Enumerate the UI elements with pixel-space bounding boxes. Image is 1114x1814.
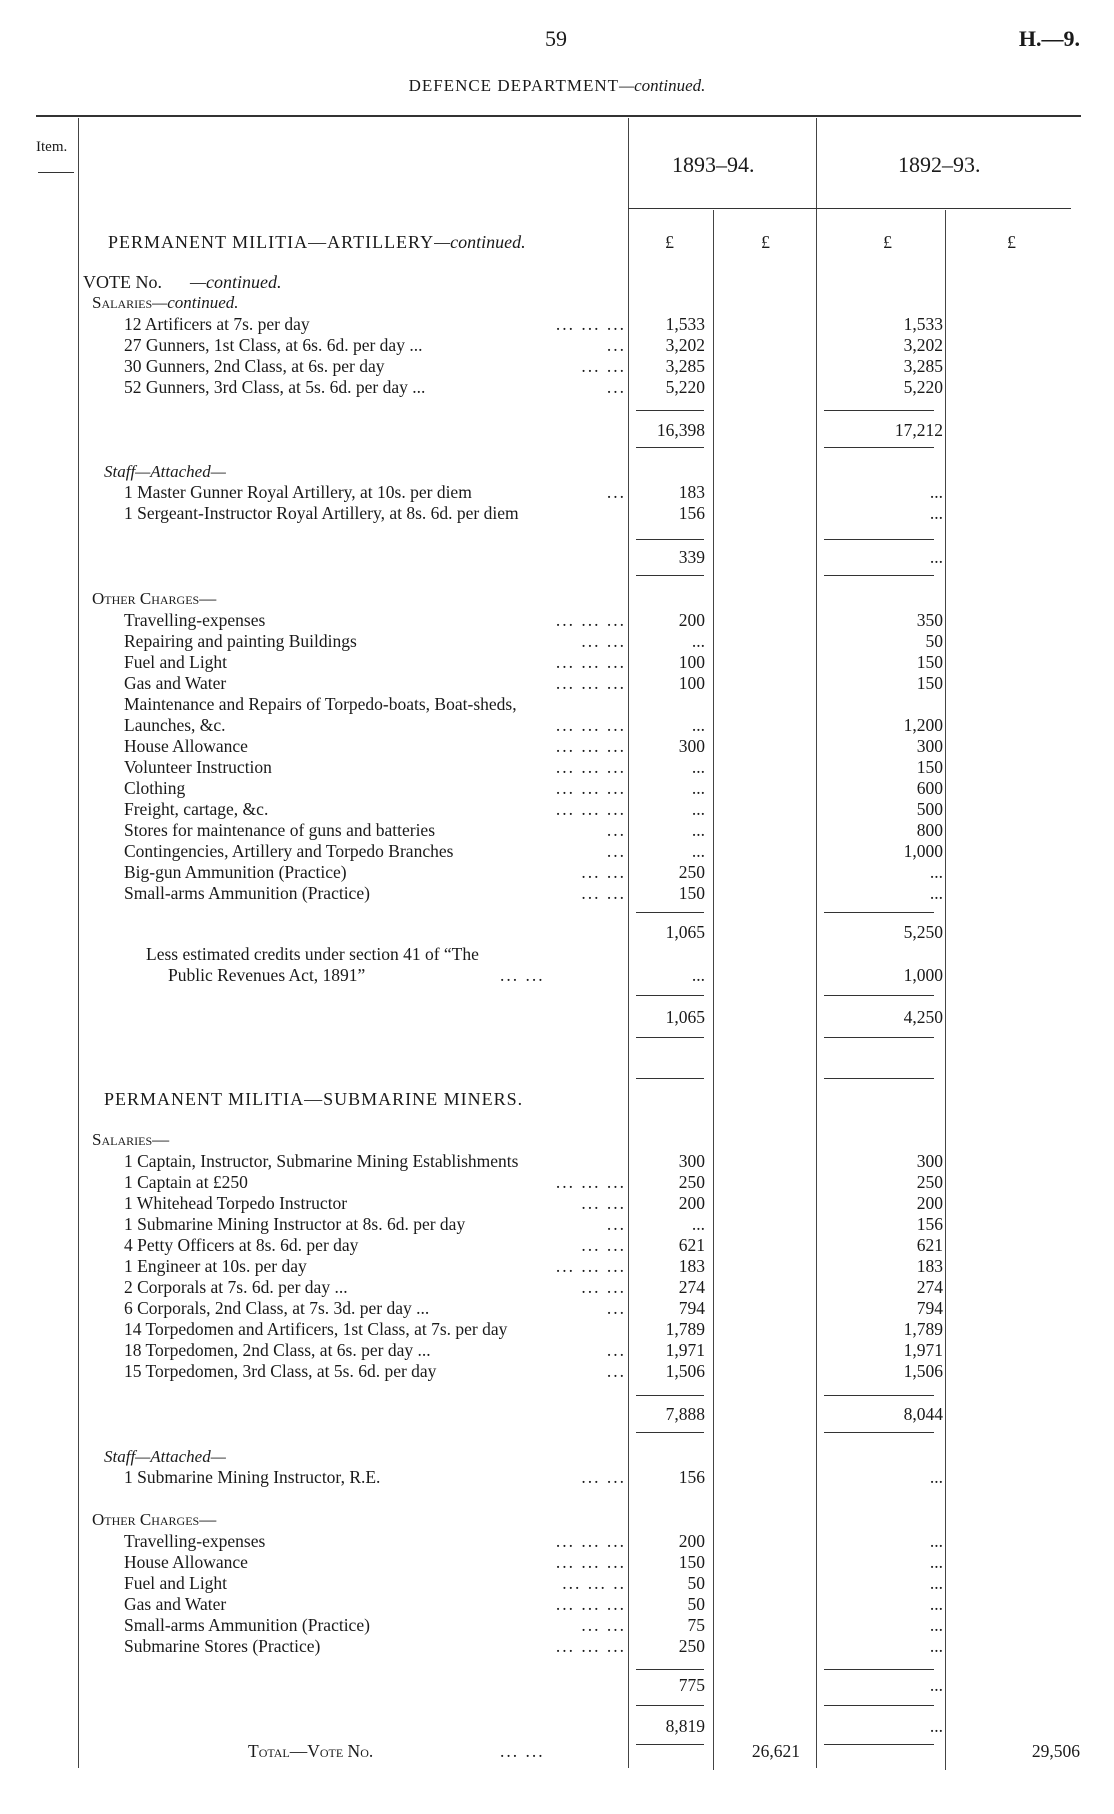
line-item-label: 15 Torpedomen, 3rd Class, at 5s. 6d. per day — [124, 1361, 437, 1381]
leader-dots: ... ... — [581, 1277, 626, 1297]
line-item-row — [0, 778, 1114, 799]
rule — [636, 1395, 704, 1396]
rule — [824, 1432, 934, 1433]
rule — [636, 575, 704, 576]
line-item-label: Big-gun Ammunition (Practice) — [124, 862, 347, 882]
line-item-label: Gas and Water — [124, 1594, 227, 1614]
line-item-row — [0, 631, 1114, 652]
value-1893-94: ... — [691, 757, 705, 777]
year-header-rule — [628, 208, 1071, 209]
line-item-label: Fuel and Light — [124, 652, 228, 672]
artillery-other-total — [0, 922, 1114, 943]
line-item-row — [0, 1172, 1114, 1193]
line-item-label: 1 Submarine Mining Instructor at 8s. 6d. per day — [124, 1214, 466, 1234]
leader-dots: ... — [606, 1298, 626, 1318]
artillery-staff-heading: Staff—Attached— — [104, 462, 226, 481]
less-value-a: ... — [691, 965, 705, 985]
value-1892-93: 250 — [916, 1172, 943, 1192]
line-item-label: 12 Artificers at 7s. per day — [124, 314, 310, 334]
page-number: 59 — [545, 26, 567, 51]
leader-dots: ... ... ... — [555, 799, 626, 819]
value-1893-94: ... — [691, 715, 705, 735]
leader-dots: ... ... — [581, 862, 626, 882]
line-item-row — [0, 1361, 1114, 1382]
total-b: ... — [929, 547, 943, 567]
line-item-label: 14 Torpedomen and Artificers, 1st Class, at 7s. per day — [124, 1319, 508, 1339]
line-item-row — [0, 715, 1114, 736]
value-1893-94: 50 — [687, 1573, 705, 1593]
total-b: 8,044 — [903, 1404, 943, 1424]
value-1893-94: 50 — [687, 1594, 705, 1614]
line-item-row — [0, 1214, 1114, 1235]
leader-dots: ... ... — [500, 1741, 545, 1761]
leader-dots: ... ... — [581, 631, 626, 651]
rule — [824, 539, 934, 540]
rule — [824, 447, 934, 448]
rule — [824, 1395, 934, 1396]
leader-dots: ... ... — [500, 965, 545, 985]
value-1893-94: ... — [691, 820, 705, 840]
leader-dots: ... — [606, 335, 626, 355]
line-item-row — [0, 1319, 1114, 1340]
vote-label: VOTE No. — [83, 272, 162, 292]
rule — [824, 995, 934, 996]
value-1893-94: 274 — [678, 1277, 705, 1297]
line-item-label: 1 Submarine Mining Instructor, R.E. — [124, 1467, 381, 1487]
value-1892-93: ... — [929, 1531, 943, 1551]
miners-salaries-heading: Salaries— — [92, 1130, 170, 1149]
line-item-label: Freight, cartage, &c. — [124, 799, 269, 819]
line-item-row — [0, 799, 1114, 820]
line-item-label: 1 Engineer at 10s. per day — [124, 1256, 307, 1276]
value-1892-93: 621 — [916, 1235, 943, 1255]
line-item-row — [0, 820, 1114, 841]
value-1892-93: ... — [929, 1615, 943, 1635]
value-1892-93: 350 — [916, 610, 943, 630]
rule — [824, 1078, 934, 1079]
artillery-heading — [108, 232, 526, 253]
line-item-row — [0, 652, 1114, 673]
line-item-label: House Allowance — [124, 736, 248, 756]
value-1893-94: 1,506 — [665, 1361, 705, 1381]
value-1892-93: 500 — [916, 799, 943, 819]
line-item-label: 1 Captain, Instructor, Submarine Mining Establishments — [124, 1151, 519, 1171]
leader-dots: ... ... — [581, 1615, 626, 1635]
line-item-row — [0, 335, 1114, 356]
leader-dots: ... — [606, 377, 626, 397]
line-item-label: Launches, &c. — [124, 715, 226, 735]
artillery-staff-total — [0, 547, 1114, 568]
vote-total-a: 26,621 — [751, 1741, 800, 1761]
leader-dots: ... ... — [581, 1193, 626, 1213]
line-item-label: 30 Gunners, 2nd Class, at 6s. per day — [124, 356, 385, 376]
line-item-label: Fuel and Light — [124, 1573, 228, 1593]
leader-dots: ... ... ... — [555, 610, 626, 630]
line-item-row — [0, 482, 1114, 503]
vote-total-row — [0, 1741, 1114, 1762]
line-item-label: Submarine Stores (Practice) — [124, 1636, 321, 1656]
leader-dots: ... — [606, 1361, 626, 1381]
page-title-suffix: —continued. — [619, 76, 706, 95]
line-item-row — [0, 1467, 1114, 1488]
value-1893-94: 156 — [678, 1467, 705, 1487]
rule — [824, 1705, 934, 1706]
value-1892-93: ... — [929, 1594, 943, 1614]
line-item-label: Maintenance and Repairs of Torpedo-boats, Boat-sheds, — [124, 694, 517, 714]
value-1893-94: 794 — [678, 1298, 705, 1318]
miners-subtotal — [0, 1716, 1114, 1737]
value-1892-93: 300 — [916, 1151, 943, 1171]
line-item-label: 18 Torpedomen, 2nd Class, at 6s. per day ... — [124, 1340, 431, 1360]
value-1893-94: 3,285 — [665, 356, 705, 376]
rule — [824, 410, 934, 411]
line-item-label: 1 Captain at £250 — [124, 1172, 248, 1192]
rule — [636, 912, 704, 913]
value-1892-93: 1,533 — [903, 314, 943, 334]
value-1893-94: 200 — [678, 1531, 705, 1551]
value-1892-93: 1,789 — [903, 1319, 943, 1339]
line-item-row — [0, 377, 1114, 398]
line-item-label: 52 Gunners, 3rd Class, at 5s. 6d. per day ... — [124, 377, 426, 397]
value-1892-93: 150 — [916, 673, 943, 693]
line-item-row — [0, 694, 1114, 715]
less-credits-line1 — [0, 944, 1114, 965]
line-item-row — [0, 1277, 1114, 1298]
value-1892-93: 3,202 — [903, 335, 943, 355]
value-1893-94: 1,971 — [665, 1340, 705, 1360]
line-item-label: 27 Gunners, 1st Class, at 6s. 6d. per day ... — [124, 335, 423, 355]
value-1892-93: 150 — [916, 652, 943, 672]
value-1892-93: 50 — [925, 631, 943, 651]
value-1893-94: 1,533 — [665, 314, 705, 334]
line-item-row — [0, 314, 1114, 335]
value-1892-93: 1,971 — [903, 1340, 943, 1360]
value-1892-93: 156 — [916, 1214, 943, 1234]
artillery-net-total — [0, 1007, 1114, 1028]
rule — [636, 995, 704, 996]
rule — [824, 575, 934, 576]
leader-dots: ... ... ... — [555, 736, 626, 756]
page-title-text: DEFENCE DEPARTMENT — [408, 76, 620, 95]
total-b: 5,250 — [903, 922, 943, 942]
value-1893-94: 100 — [678, 652, 705, 672]
leader-dots: ... ... — [581, 1467, 626, 1487]
rule — [824, 1037, 934, 1038]
value-1893-94: 150 — [678, 883, 705, 903]
value-1893-94: 250 — [678, 862, 705, 882]
total-b: 17,212 — [894, 420, 943, 440]
line-item-label: Small-arms Ammunition (Practice) — [124, 883, 370, 903]
value-1893-94: 3,202 — [665, 335, 705, 355]
line-item-label: Contingencies, Artillery and Torpedo Branches — [124, 841, 454, 861]
value-1893-94: 100 — [678, 673, 705, 693]
line-item-row — [0, 1235, 1114, 1256]
rule — [824, 1669, 934, 1670]
value-1892-93: 300 — [916, 736, 943, 756]
line-item-row — [0, 1573, 1114, 1594]
value-1892-93: 150 — [916, 757, 943, 777]
page-title — [0, 76, 1114, 96]
value-1893-94: 200 — [678, 1193, 705, 1213]
leader-dots: ... — [606, 1214, 626, 1234]
value-1892-93: ... — [929, 883, 943, 903]
currency-a1: £ — [665, 232, 674, 252]
value-1892-93: ... — [929, 1573, 943, 1593]
value-1892-93: 1,000 — [903, 841, 943, 861]
value-1893-94: ... — [691, 841, 705, 861]
value-1893-94: 183 — [678, 1256, 705, 1276]
line-item-label: 2 Corporals at 7s. 6d. per day ... — [124, 1277, 348, 1297]
value-1893-94: ... — [691, 778, 705, 798]
leader-dots: ... ... ... — [555, 715, 626, 735]
rule — [636, 1669, 704, 1670]
line-item-row — [0, 1552, 1114, 1573]
miners-staff-heading: Staff—Attached— — [104, 1447, 226, 1466]
leader-dots: ... — [606, 841, 626, 861]
rule — [636, 1432, 704, 1433]
leader-dots: ... ... .. — [562, 1573, 626, 1593]
line-item-label: Repairing and painting Buildings — [124, 631, 357, 651]
value-1892-93: ... — [929, 1636, 943, 1656]
subtotal-a: 8,819 — [665, 1716, 705, 1736]
line-item-row — [0, 757, 1114, 778]
value-1893-94: 300 — [678, 1151, 705, 1171]
line-item-row — [0, 503, 1114, 524]
value-1892-93: ... — [929, 482, 943, 502]
value-1892-93: ... — [929, 1467, 943, 1487]
artillery-heading-suffix: —continued. — [434, 232, 526, 252]
line-item-row — [0, 673, 1114, 694]
artillery-heading-text: PERMANENT MILITIA—ARTILLERY — [108, 232, 435, 252]
line-item-row — [0, 1256, 1114, 1277]
less-value-b: 1,000 — [903, 965, 943, 985]
line-item-row — [0, 356, 1114, 377]
leader-dots: ... ... ... — [555, 1172, 626, 1192]
leader-dots: ... — [606, 1340, 626, 1360]
value-1893-94: 1,789 — [665, 1319, 705, 1339]
leader-dots: ... ... ... — [555, 673, 626, 693]
leader-dots: ... ... ... — [555, 1552, 626, 1572]
miners-other-charges-heading: Other Charges— — [92, 1510, 217, 1529]
rule — [824, 912, 934, 913]
value-1893-94: 183 — [678, 482, 705, 502]
total-b: 4,250 — [903, 1007, 943, 1027]
line-item-row — [0, 1636, 1114, 1657]
value-1893-94: ... — [691, 631, 705, 651]
value-1892-93: 200 — [916, 1193, 943, 1213]
value-1892-93: ... — [929, 862, 943, 882]
leader-dots: ... ... ... — [555, 314, 626, 334]
line-item-label: 1 Whitehead Torpedo Instructor — [124, 1193, 348, 1213]
line-item-row — [0, 1615, 1114, 1636]
line-item-label: House Allowance — [124, 1552, 248, 1572]
total-a: 1,065 — [665, 1007, 705, 1027]
line-item-label: Small-arms Ammunition (Practice) — [124, 1615, 370, 1635]
miners-heading: PERMANENT MILITIA—SUBMARINE MINERS. — [104, 1089, 524, 1109]
artillery-salaries-total — [0, 420, 1114, 441]
leader-dots: ... — [606, 820, 626, 840]
value-1893-94: ... — [691, 799, 705, 819]
less-credits-text-2: Public Revenues Act, 1891” — [168, 965, 366, 985]
value-1892-93: 800 — [916, 820, 943, 840]
item-header-rule — [38, 172, 74, 173]
leader-dots: ... ... — [581, 883, 626, 903]
line-item-row — [0, 1594, 1114, 1615]
value-1893-94: 150 — [678, 1552, 705, 1572]
line-item-label: Travelling-expenses — [124, 610, 266, 630]
rule — [636, 1078, 704, 1079]
total-a: 1,065 — [665, 922, 705, 942]
line-item-row — [0, 1531, 1114, 1552]
vote-suffix: —continued. — [190, 272, 282, 292]
line-item-label: Volunteer Instruction — [124, 757, 272, 777]
leader-dots: ... ... ... — [555, 1256, 626, 1276]
leader-dots: ... — [606, 482, 626, 502]
year-1892-93-header: 1892–93. — [898, 152, 981, 177]
total-b: ... — [929, 1675, 943, 1695]
less-credits-text: Less estimated credits under section 41 of “The — [146, 944, 479, 964]
total-a: 339 — [678, 547, 705, 567]
value-1893-94: 621 — [678, 1235, 705, 1255]
line-item-row — [0, 736, 1114, 757]
value-1892-93: 1,200 — [903, 715, 943, 735]
line-item-row — [0, 1298, 1114, 1319]
line-item-row — [0, 841, 1114, 862]
line-item-label: Gas and Water — [124, 673, 227, 693]
rule — [636, 447, 704, 448]
rule — [636, 1705, 704, 1706]
line-item-row — [0, 883, 1114, 904]
miners-other-total — [0, 1675, 1114, 1696]
line-item-label: Travelling-expenses — [124, 1531, 266, 1551]
leader-dots: ... ... ... — [555, 652, 626, 672]
value-1892-93: 600 — [916, 778, 943, 798]
artillery-other-charges-heading: Other Charges— — [92, 589, 217, 608]
line-item-label: 1 Master Gunner Royal Artillery, at 10s. per diem — [124, 482, 472, 502]
line-item-row — [0, 862, 1114, 883]
leader-dots: ... ... ... — [555, 757, 626, 777]
value-1893-94: 300 — [678, 736, 705, 756]
line-item-label: 1 Sergeant-Instructor Royal Artillery, at 8s. 6d. per diem — [124, 503, 519, 523]
item-column-header: Item. — [36, 139, 68, 155]
line-item-label: 6 Corporals, 2nd Class, at 7s. 3d. per day ... — [124, 1298, 430, 1318]
line-item-label: 4 Petty Officers at 8s. 6d. per day — [124, 1235, 359, 1255]
value-1892-93: ... — [929, 1552, 943, 1572]
leader-dots: ... ... ... — [555, 1594, 626, 1614]
vote-line — [83, 272, 282, 293]
line-item-row — [0, 1340, 1114, 1361]
document-code: H.—9. — [1018, 26, 1080, 51]
leader-dots: ... ... ... — [555, 778, 626, 798]
leader-dots: ... ... — [581, 1235, 626, 1255]
value-1892-93: 274 — [916, 1277, 943, 1297]
rule — [636, 410, 704, 411]
line-item-row — [0, 1193, 1114, 1214]
table-top-rule — [36, 115, 1081, 117]
leader-dots: ... ... — [581, 356, 626, 376]
currency-b1: £ — [883, 232, 892, 252]
value-1892-93: 3,285 — [903, 356, 943, 376]
vote-total-label: Total—Vote No. — [248, 1741, 374, 1761]
vote-total-b: 29,506 — [1031, 1741, 1080, 1761]
line-item-label: Clothing — [124, 778, 186, 798]
line-item-row — [0, 610, 1114, 631]
value-1893-94: 250 — [678, 1172, 705, 1192]
artillery-salaries-heading: Salaries—continued. — [92, 293, 239, 312]
value-1893-94: 250 — [678, 1636, 705, 1656]
year-1893-94-header: 1893–94. — [672, 152, 755, 177]
value-1892-93: ... — [929, 503, 943, 523]
rule — [636, 539, 704, 540]
value-1893-94: ... — [691, 1214, 705, 1234]
leader-dots: ... ... ... — [555, 1531, 626, 1551]
currency-b2: £ — [1007, 232, 1016, 252]
value-1892-93: 1,506 — [903, 1361, 943, 1381]
value-1893-94: 156 — [678, 503, 705, 523]
leader-dots: ... ... ... — [555, 1636, 626, 1656]
value-1893-94: 5,220 — [665, 377, 705, 397]
line-item-label: Stores for maintenance of guns and batteries — [124, 820, 436, 840]
less-credits-line2 — [0, 965, 1114, 986]
total-a: 7,888 — [665, 1404, 705, 1424]
total-a: 775 — [678, 1675, 705, 1695]
currency-a2: £ — [761, 232, 770, 252]
line-item-row — [0, 1151, 1114, 1172]
value-1892-93: 183 — [916, 1256, 943, 1276]
value-1892-93: 5,220 — [903, 377, 943, 397]
total-a: 16,398 — [656, 420, 705, 440]
subtotal-b: ... — [929, 1716, 943, 1736]
miners-salaries-total — [0, 1404, 1114, 1425]
rule — [636, 1037, 704, 1038]
value-1893-94: 75 — [687, 1615, 705, 1635]
value-1892-93: 794 — [916, 1298, 943, 1318]
value-1893-94: 200 — [678, 610, 705, 630]
